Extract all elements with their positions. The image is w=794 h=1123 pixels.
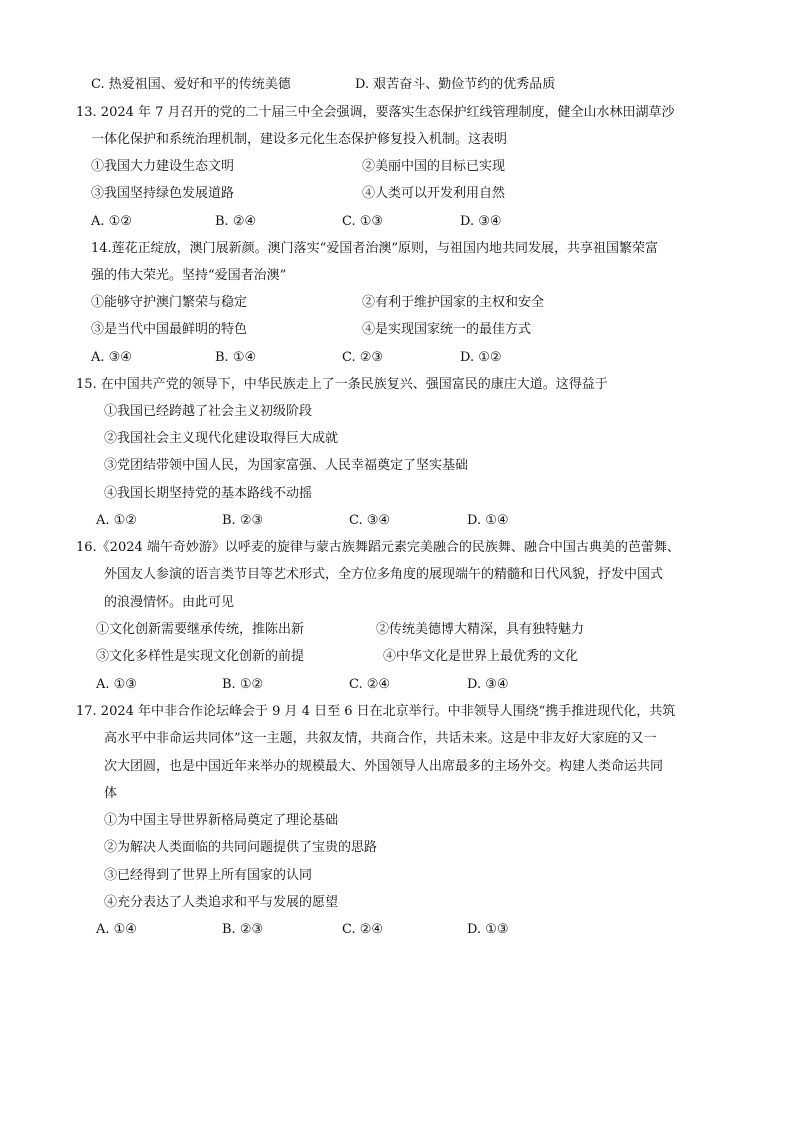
q16-stem-line-2: 外国友人参演的语言类节目等艺术形式，全方位多角度的展现端午的精髓和日代风貌，抒发中国式 (104, 567, 664, 582)
q13-statement-2: ②美丽中国的目标已实现 (362, 159, 506, 174)
q13-statement-3: ③我国坚持绿色发展道路 (91, 186, 235, 201)
q16-option-d: D. ③④ (467, 677, 509, 692)
q16-statement-3: ③文化多样性是实现文化创新的前提 (96, 649, 305, 664)
q14-statement-1: ①能够守护澳门繁荣与稳定 (91, 295, 248, 310)
q16-option-b: B. ①② (222, 677, 264, 692)
q17-statement-2: ②为解决人类面临的共同问题提供了宝贵的思路 (104, 840, 378, 855)
q15-statement-2: ②我国社会主义现代化建设取得巨大成就 (104, 431, 339, 446)
q13-statement-1: ①我国大力建设生态文明 (91, 159, 235, 174)
q14-stem-line-1: 14.莲花正绽放，澳门展新颜。澳门落实“爱国者治澳”原则，与祖国内地共同发展，共享祖国繁荣富 (91, 241, 658, 256)
q13-option-d: D. ③④ (460, 214, 502, 229)
q13-stem-line-2: 一体化保护和系统治理机制，建设多元化生态保护修复投入机制。这表明 (91, 132, 508, 147)
q17-option-b: B. ②③ (222, 922, 264, 937)
q16-statement-2: ②传统美德博大精深，具有独特魅力 (376, 622, 585, 637)
q13-option-a: A. ①② (91, 214, 132, 229)
q12-option-d: D. 艰苦奋斗、勤俭节约的优秀品质 (355, 77, 556, 92)
q17-statement-4: ④充分表达了人类追求和平与发展的愿望 (104, 895, 339, 910)
q12-option-c: C. 热爱祖国、爱好和平的传统美德 (91, 77, 291, 92)
q16-stem-line-1: 16.《2024 端午奇妙游》以呼麦的旋律与蒙古族舞蹈元素完美融合的民族舞、融合中国古典美的芭蕾舞、 (76, 540, 680, 555)
q16-option-a: A. ①③ (96, 677, 137, 692)
q15-statement-1: ①我国已经跨越了社会主义初级阶段 (104, 404, 313, 419)
q14-option-a: A. ③④ (91, 350, 132, 365)
q13-option-c: C. ①③ (342, 214, 384, 229)
q17-statement-1: ①为中国主导世界新格局奠定了理论基础 (104, 813, 339, 828)
q13-option-b: B. ②④ (215, 214, 257, 229)
q17-option-c: C. ②④ (342, 922, 384, 937)
q15-statement-3: ③党团结带领中国人民，为国家富强、人民幸福奠定了坚实基础 (104, 458, 469, 473)
q16-statement-4: ④中华文化是世界上最优秀的文化 (383, 649, 579, 664)
q13-stem-line-1: 13. 2024 年 7 月召开的党的二十届三中全会强调，要落实生态保护红线管理制度，健全山水林田湖草沙 (76, 105, 675, 120)
q15-option-a: A. ①② (96, 513, 137, 528)
q17-option-a: A. ①④ (96, 922, 137, 937)
q13-statement-4: ④人类可以开发利用自然 (362, 186, 506, 201)
q17-stem-line-4: 体 (104, 786, 118, 801)
q14-statement-4: ④是实现国家统一的最佳方式 (362, 322, 532, 337)
q15-option-b: B. ②③ (222, 513, 264, 528)
q14-option-d: D. ①② (460, 350, 502, 365)
q17-option-d: D. ①③ (467, 922, 509, 937)
q17-stem-line-1: 17. 2024 年中非合作论坛峰会于 9 月 4 日至 6 日在北京举行。中非领导人围绕“携手推进现代化，共筑 (76, 704, 676, 719)
q16-stem-line-3: 的浪漫情怀。由此可见 (104, 595, 235, 610)
q15-option-c: C. ③④ (349, 513, 391, 528)
q16-statement-1: ①文化创新需要继承传统，推陈出新 (96, 622, 305, 637)
q16-option-c: C. ②④ (349, 677, 391, 692)
q14-stem-line-2: 强的伟大荣光。坚持“爱国者治澳” (91, 268, 287, 283)
q17-stem-line-2: 高水平中非命运共同体”这一主题，共叙友情，共商合作，共话未来。这是中非友好大家庭的又一 (104, 731, 657, 746)
q14-statement-3: ③是当代中国最鲜明的特色 (91, 322, 248, 337)
q15-option-d: D. ①④ (467, 513, 509, 528)
q14-option-b: B. ①④ (215, 350, 257, 365)
q17-statement-3: ③已经得到了世界上所有国家的认同 (104, 868, 313, 883)
q14-statement-2: ②有利于维护国家的主权和安全 (362, 295, 545, 310)
q14-option-c: C. ②③ (342, 350, 384, 365)
q17-stem-line-3: 次大团圆，也是中国近年来举办的规模最大、外国领导人出席最多的主场外交。构建人类命运共同 (104, 759, 664, 774)
q15-stem-line-1: 15. 在中国共产党的领导下，中华民族走上了一条民族复兴、强国富民的康庄大道。这得益于 (76, 377, 608, 392)
q15-statement-4: ④我国长期坚持党的基本路线不动摇 (104, 486, 313, 501)
